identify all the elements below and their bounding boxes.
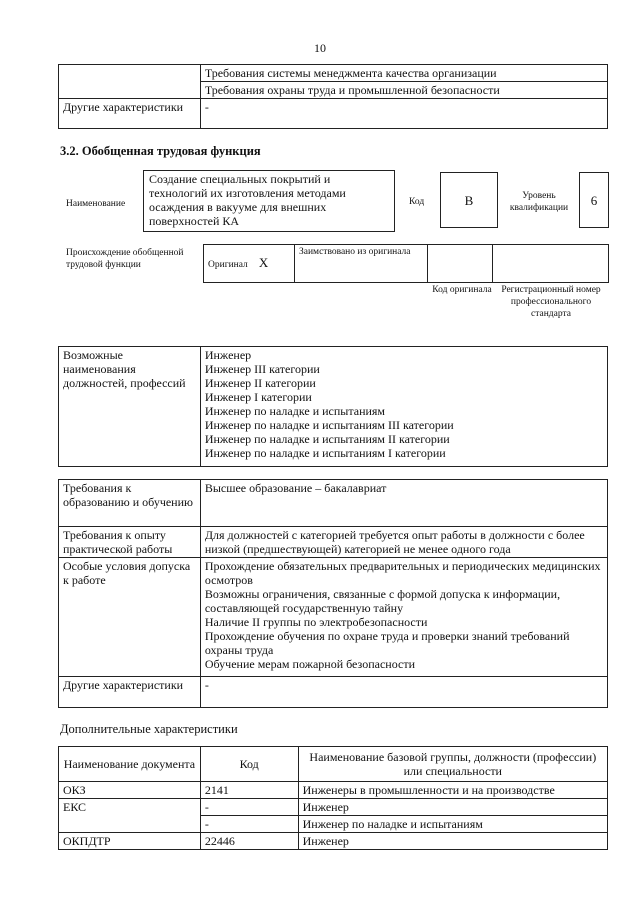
origin-label: Происхождение обобщенной трудовой функции bbox=[66, 248, 184, 270]
additional-title: Дополнительные характеристики bbox=[60, 722, 238, 736]
top-table bbox=[58, 64, 608, 129]
original-cell bbox=[204, 245, 295, 283]
code-value: В bbox=[464, 193, 474, 208]
doc-cell: ОКЗ bbox=[59, 782, 201, 799]
original-mark: X bbox=[258, 255, 269, 270]
special-condition-item: Возможны ограничения, связанные с формой допуска к информации, составляющей государственную тайну bbox=[204, 587, 561, 615]
special-condition-item: Прохождение обязательных предварительных и периодических медицинских осмотров bbox=[204, 559, 601, 587]
other-characteristics-label: Другие характеристики bbox=[59, 99, 201, 129]
position-item: Инженер по наладке и испытаниям I категории bbox=[204, 446, 446, 460]
education-value: Высшее образование – бакалавриат bbox=[200, 480, 607, 527]
additional-table bbox=[58, 746, 608, 850]
top-table-value: Требования системы менеджмента качества организации bbox=[200, 65, 607, 82]
original-code-cell bbox=[428, 245, 493, 283]
doc-cell: ЕКС bbox=[59, 799, 201, 833]
position-item: Инженер по наладке и испытаниям II категории bbox=[204, 432, 450, 446]
special-conditions-list bbox=[200, 558, 607, 677]
level-label: Уровень квалификации bbox=[509, 191, 569, 213]
education-label: Требования к образованию и обучению bbox=[59, 480, 201, 527]
position-item: Инженер I категории bbox=[204, 390, 312, 404]
requirements-table bbox=[58, 479, 608, 708]
header-code: Код bbox=[200, 747, 298, 782]
group-cell: Инженер по наладке и испытаниям bbox=[298, 816, 607, 833]
positions-label: Возможные наименования должностей, профессий bbox=[59, 347, 201, 467]
level-value: 6 bbox=[590, 193, 598, 208]
positions-table bbox=[58, 346, 608, 467]
position-item: Инженер по наладке и испытаниям III категории bbox=[204, 418, 454, 432]
code-cell: - bbox=[200, 816, 298, 833]
section-title: 3.2. Обобщенная трудовая функция bbox=[60, 144, 261, 158]
page-number: 10 bbox=[314, 41, 326, 55]
experience-label: Требования к опыту практической работы bbox=[59, 527, 201, 558]
experience-value: Для должностей с категорией требуется опыт работы в должности с более низкой (предшествующей) категорией не менее одного года bbox=[200, 527, 607, 558]
header-document: Наименование документа bbox=[59, 747, 201, 782]
origin-table bbox=[203, 244, 609, 283]
position-item: Инженер III категории bbox=[204, 362, 320, 376]
name-value: Создание специальных покрытий и технологий их изготовления методами осаждения в вакууме для внешних поверхностей КА bbox=[143, 170, 395, 232]
code-label: Код bbox=[409, 197, 425, 207]
group-cell: Инженеры в промышленности и на производстве bbox=[298, 782, 607, 799]
special-condition-item: Прохождение обучения по охране труда и проверки знаний требований охраны труда bbox=[204, 629, 570, 657]
other-characteristics-value: - bbox=[200, 677, 607, 708]
borrowed-label: Заимствовано из оригинала bbox=[295, 245, 428, 283]
top-table-value: Требования охраны труда и промышленной безопасности bbox=[200, 82, 607, 99]
code-cell: 22446 bbox=[200, 833, 298, 850]
special-conditions-label: Особые условия допуска к работе bbox=[59, 558, 201, 677]
other-characteristics-value: - bbox=[200, 99, 607, 129]
doc-cell: ОКПДТР bbox=[59, 833, 201, 850]
positions-list bbox=[200, 347, 607, 467]
special-condition-item: Наличие II группы по электробезопасности bbox=[204, 615, 428, 629]
code-value-box bbox=[440, 172, 498, 228]
header-group-name: Наименование базовой группы, должности (профессии) или специальности bbox=[298, 747, 607, 782]
special-condition-item: Обучение мерам пожарной безопасности bbox=[204, 657, 415, 671]
code-caption: Код оригинала bbox=[432, 285, 492, 295]
code-cell: - bbox=[200, 799, 298, 816]
group-cell: Инженер bbox=[298, 799, 607, 816]
top-table-label-cell bbox=[59, 65, 201, 99]
position-item: Инженер по наладке и испытаниям bbox=[204, 404, 386, 418]
original-label: Оригинал bbox=[208, 260, 248, 270]
level-value-box bbox=[579, 172, 609, 228]
position-item: Инженер bbox=[204, 348, 252, 362]
name-label: Наименование bbox=[66, 199, 126, 209]
registration-number-cell bbox=[493, 245, 609, 283]
group-cell: Инженер bbox=[298, 833, 607, 850]
registration-caption: Регистрационный номер профессионального стандарта bbox=[501, 285, 601, 319]
other-characteristics-label: Другие характеристики bbox=[59, 677, 201, 708]
position-item: Инженер II категории bbox=[204, 376, 316, 390]
code-cell: 2141 bbox=[200, 782, 298, 799]
